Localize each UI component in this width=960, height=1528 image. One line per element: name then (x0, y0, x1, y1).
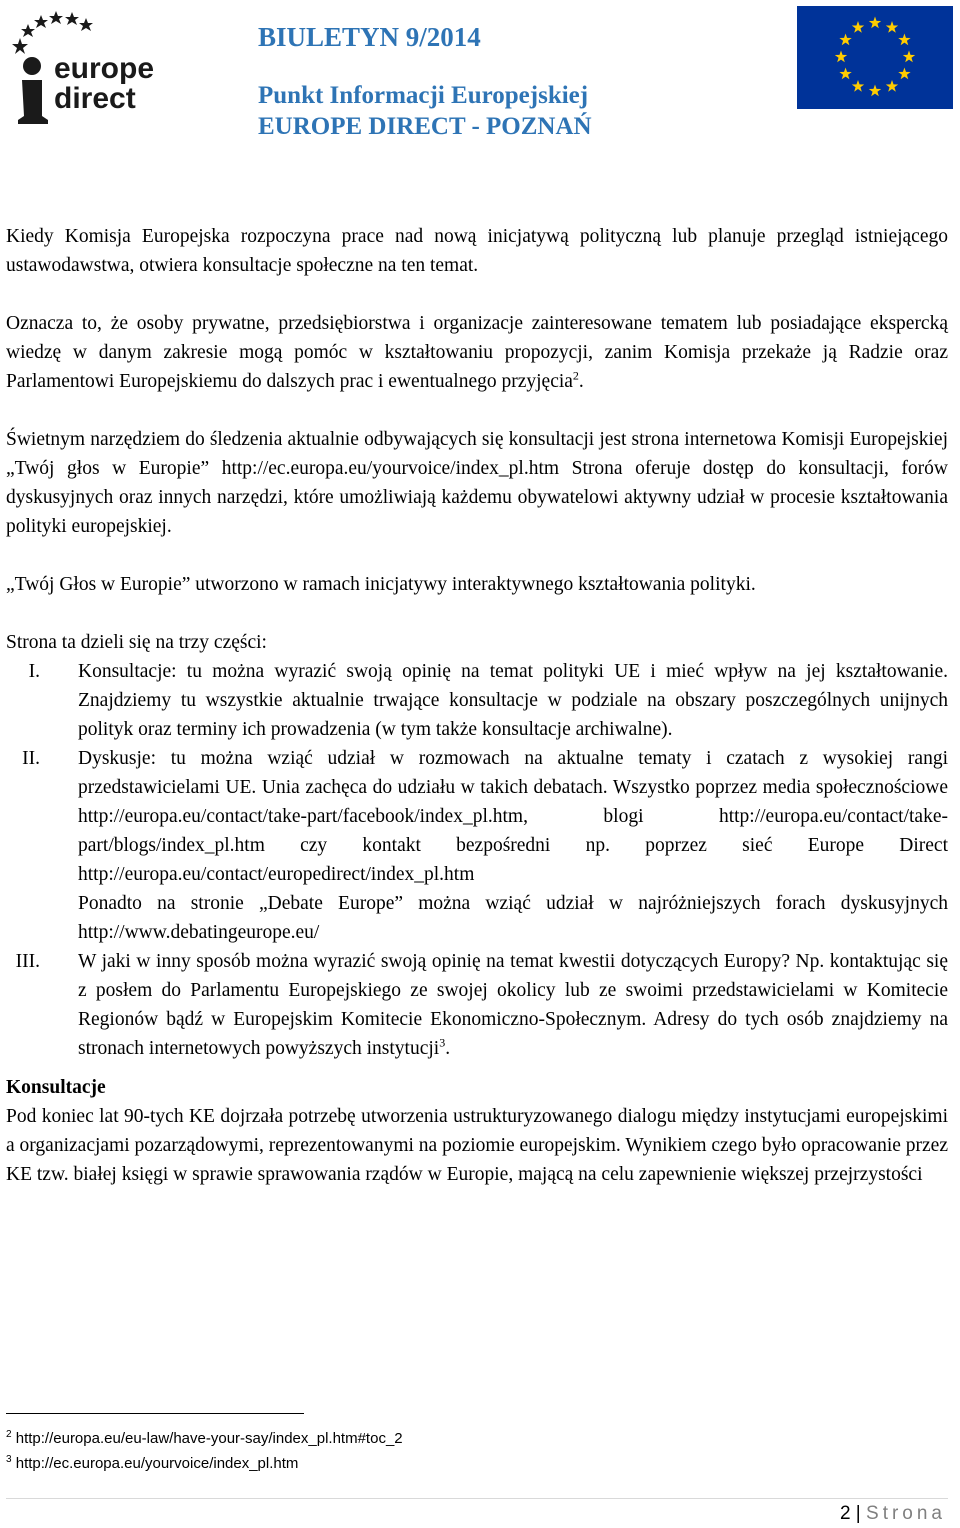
office-name: EUROPE DIRECT - POZNAŃ (258, 113, 592, 140)
page-number: 2 (839, 1503, 851, 1524)
page-label: Strona (866, 1503, 946, 1524)
site-sections-list (6, 657, 948, 1063)
list-item (6, 744, 948, 947)
list-intro: Strona ta dzieli się na trzy części: (6, 632, 267, 653)
footnote-2: $^2$ http://europa.eu/eu-law/have-your-say/index_pl.htm#toc_2 (6, 1429, 403, 1447)
footnote-link[interactable]: http://europa.eu/eu-law/have-your-say/index_pl.htm#toc_2 (15, 1430, 403, 1447)
article-body (6, 222, 948, 1189)
bulletin-number: BIULETYN 9/2014 (258, 22, 481, 52)
europe-direct-logo (8, 8, 158, 128)
logo-word-direct: direct (54, 82, 136, 115)
list-item-text: Dyskusje: tu można wziąć udział w rozmowach na aktualne tematy i czatach z wysokiej rangi przedstawicielami UE. Unia zachęca do udziału w takich debatach. Wszystko poprzez media społecznościowe http://europa.eu/contact/take-part/facebook/index_pl.htm, blogi http://europa.eu/contact/take-part/blogs/index_pl.htm czy kontakt bezpośredni np. poprzez sieć Europe Direct http://europa.eu/contact/europedirect/index_pl.htm (78, 748, 948, 885)
section-title-konsultacje: Konsultacje (6, 1077, 106, 1098)
footnote-ref-3: 3 (439, 1035, 446, 1050)
paragraph-your-voice-origin: „Twój Głos w Europie” utworzono w ramach inicjatywy interaktywnego kształtowania polityki. (6, 574, 756, 595)
footnotes (6, 1426, 403, 1476)
list-item-text: W jaki w inny sposób można wyrazić swoją opinię na temat kwestii dotyczących Europy? Np. kontaktując się z posłem do Parlamentu Europejskiego ze swojej okolicy lub ze swoimi przedstawicielami w Komitecie Regionów bądź w Europejskim Komitecie Ekonomiczno-Społecznym. Adresy do tych osób znajdziemy na stronach internetowych powyższych instytucji$^3$. (78, 951, 948, 1059)
logo-word-europe: europe (54, 52, 155, 85)
bulletin-header (258, 22, 778, 142)
footer-divider (6, 1498, 948, 1499)
office-subtitle: Punkt Informacji Europejskiej (258, 82, 589, 109)
eu-flag-icon (797, 6, 953, 109)
list-item-number: II. (22, 748, 40, 769)
paragraph-consultation-meaning: Oznacza to, że osoby prywatne, przedsiębiorstwa i organizacje zainteresowane tematem lub posiadające ekspercką wiedzę w danym zakresie mogą pomóc w kształtowaniu propozycji, zanim Komisja przekaże ją Radzie oraz Parlamentowi Europejskiemu do dalszych prac i ewentualnego przyjęcia$^2$. (6, 313, 948, 392)
list-item-number: III. (15, 951, 40, 972)
list-item-text-extra: Ponadto na stronie „Debate Europe” można wziąć udział w najróżniejszych forach dyskusyjnych http://www.debatingeurope.eu/ (78, 893, 948, 943)
list-item (6, 657, 948, 744)
paragraph-your-voice-site: Świetnym narzędziem do śledzenia aktualnie odbywających się konsultacji jest strona internetowa Komisji Europejskiej „Twój głos w Europie” http://ec.europa.eu/yourvoice/index_pl.htm Strona oferuje dostęp do konsultacji, forów dyskusyjnych oraz innych narzędzi, które umożliwiają każdemu obywatelowi aktywny udział w procesie kształtowania polityki europejskiej. (6, 429, 948, 537)
footnote-ref-2: 2 (572, 368, 579, 383)
list-item-text: Konsultacje: tu można wyrazić swoją opinię na temat polityki UE i mieć wpływ na jej kształtowanie. Znajdziemy tu wszystkie aktualnie trwające konsultacje w podziale na obszary poszczególnych unijnych polityk oraz terminy ich prowadzenia (w tym także konsultacje archiwalne). (78, 661, 948, 740)
paragraph-intro: Kiedy Komisja Europejska rozpoczyna prace nad nową inicjatywą polityczną lub planuje przegląd istniejącego ustawodawstwa, otwiera konsultacje społeczne na ten temat. (6, 226, 948, 276)
list-item-number: I. (28, 661, 40, 682)
paragraph-white-paper: Pod koniec lat 90-tych KE dojrzała potrzebę utworzenia ustrukturyzowanego dialogu między instytucjami europejskimi a organizacjami pozarządowymi, reprezentowanymi na poziomie europejskim. Wynikiem czego było opracowanie przez KE tzw. białej księgi w sprawie sprawowania rządów w Europie, mającą na celu zapewnienie większej przejrzystości (6, 1106, 948, 1185)
page-footer (840, 1503, 946, 1525)
footnote-divider (6, 1413, 304, 1414)
footer-separator: | (855, 1503, 861, 1524)
footnote-link[interactable]: http://ec.europa.eu/yourvoice/index_pl.htm (15, 1455, 299, 1472)
footnote-3: $^3$ http://ec.europa.eu/yourvoice/index_pl.htm (6, 1454, 299, 1472)
list-item (6, 947, 948, 1063)
